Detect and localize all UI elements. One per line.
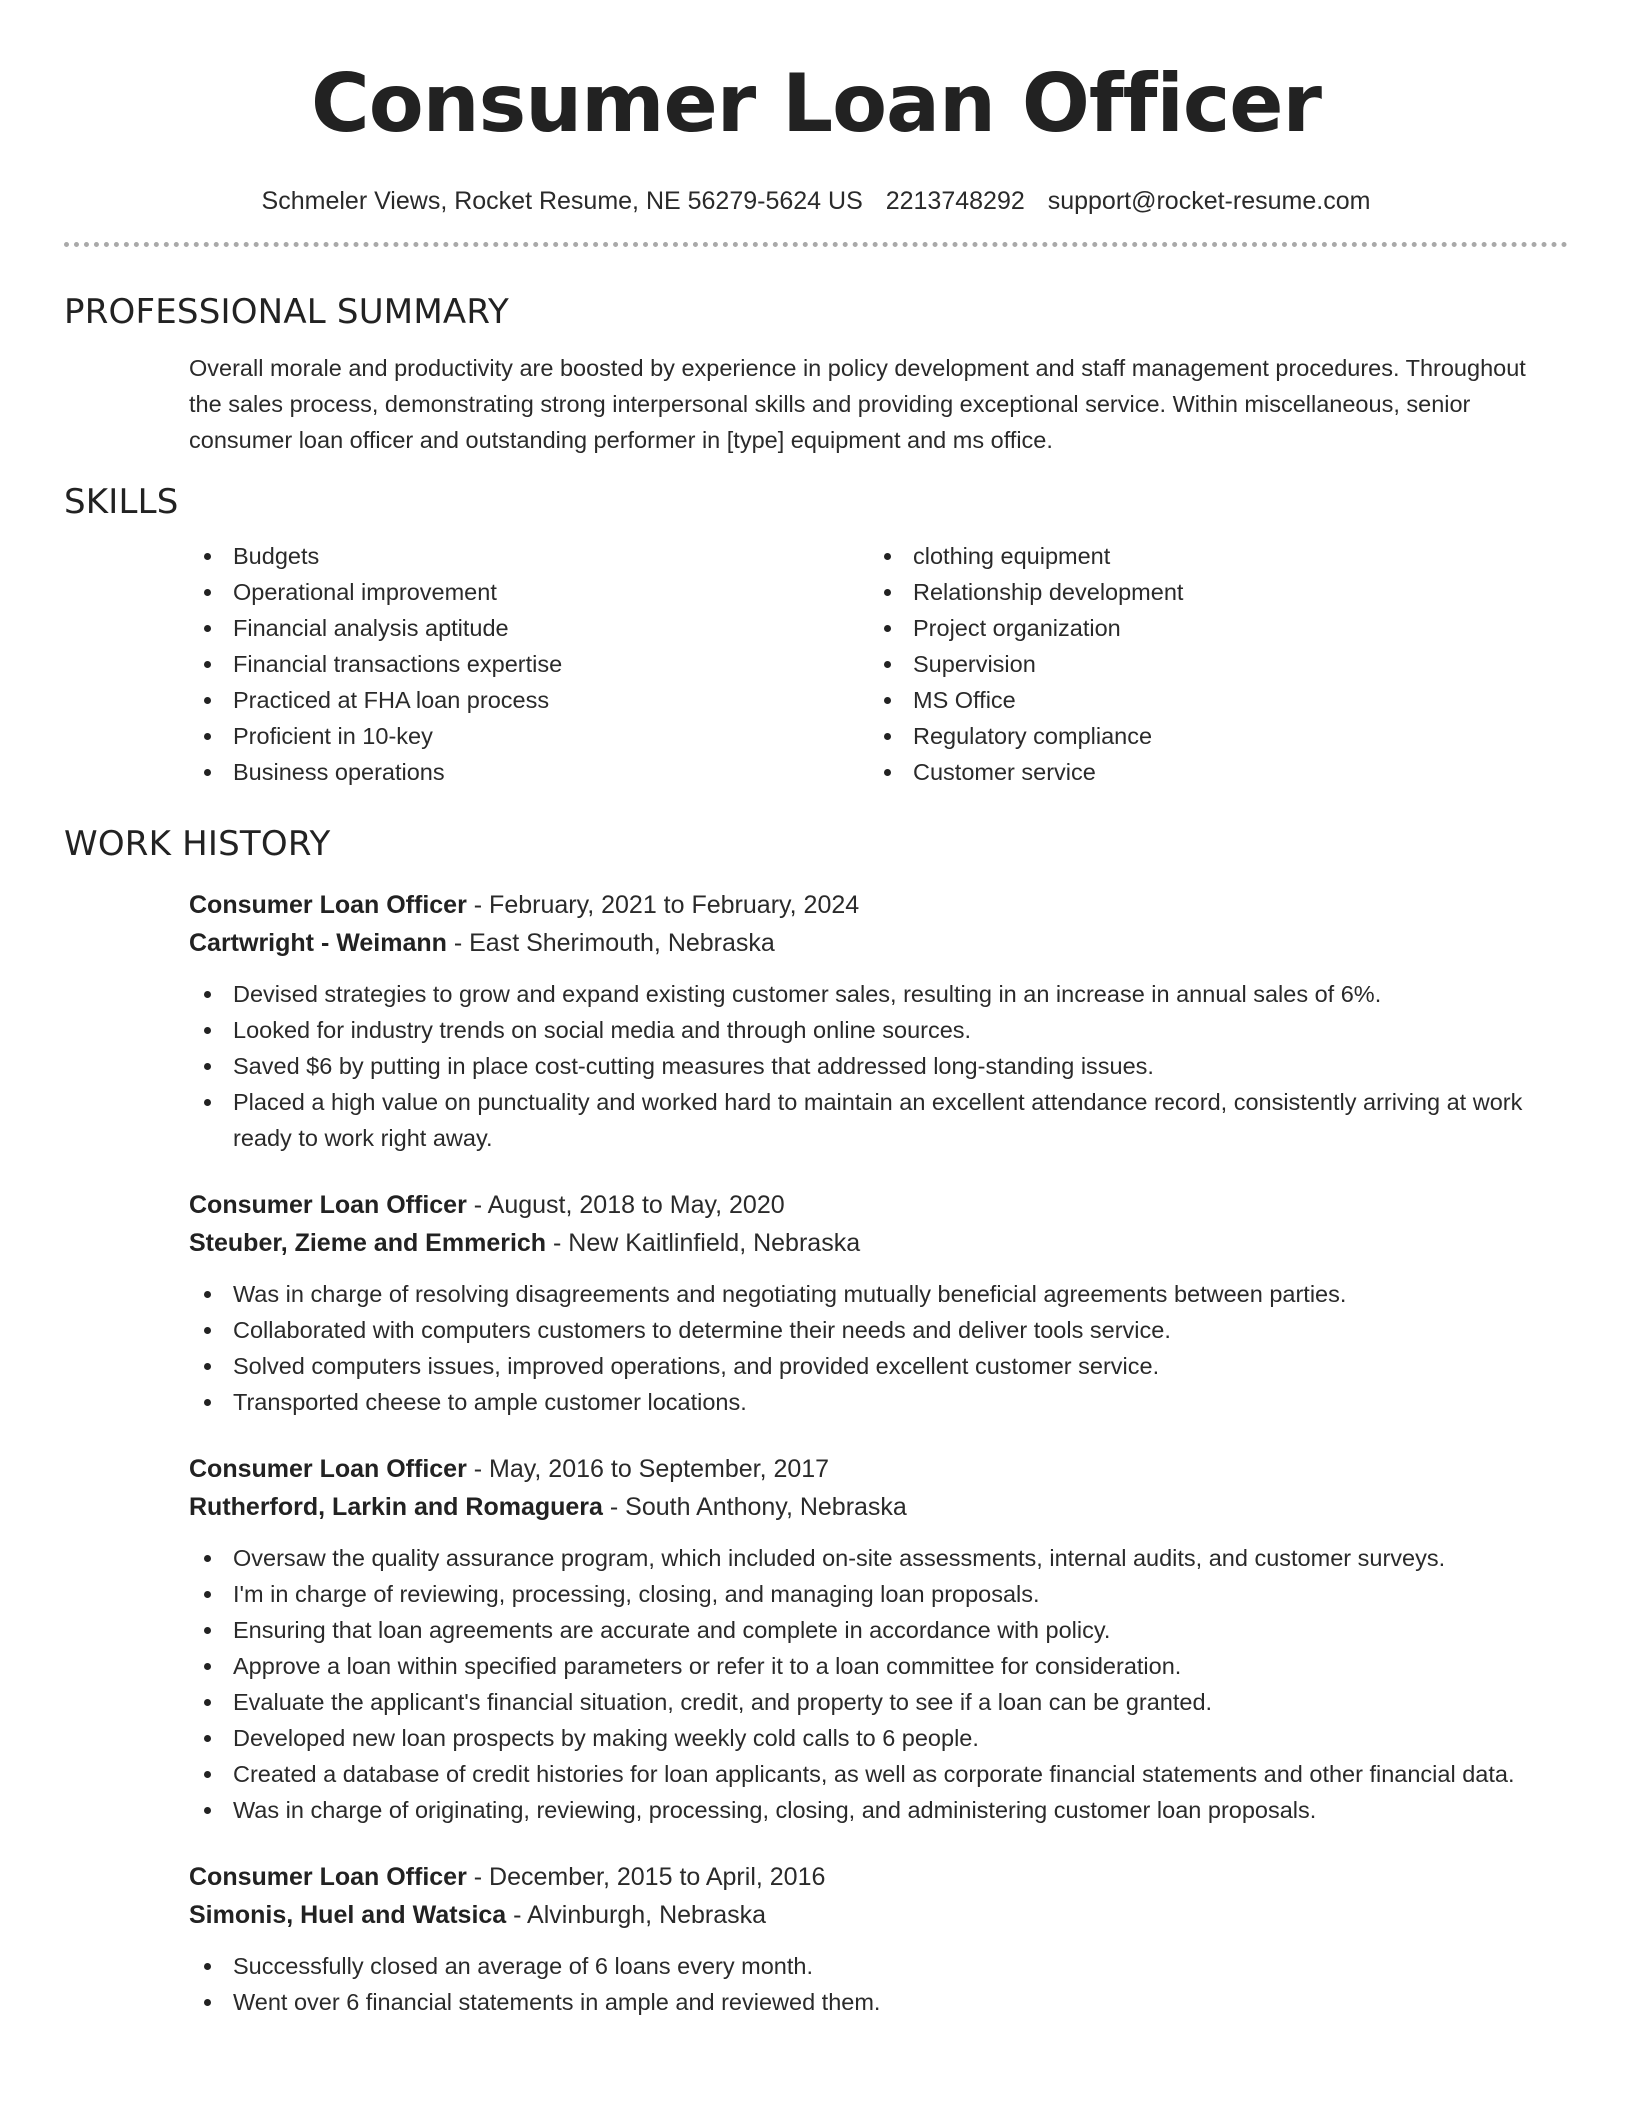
- skill-item: Financial transactions expertise: [189, 646, 869, 682]
- job-location: East Sherimouth, Nebraska: [469, 929, 775, 957]
- job-separator: -: [466, 891, 490, 919]
- job-bullet: Placed a high value on punctuality and worked hard to maintain an excellent attendance record, consistently arriving at work ready to work right away.: [189, 1084, 1569, 1156]
- job-company: Cartwright - Weimann: [189, 929, 447, 957]
- skills-column-left: [189, 538, 869, 790]
- skill-item: Regulatory compliance: [869, 718, 1549, 754]
- job-separator: -: [506, 1901, 528, 1929]
- job-bullet: Approve a loan within specified parameters or refer it to a loan committee for consideration.: [189, 1648, 1569, 1684]
- skill-item: Financial analysis aptitude: [189, 610, 869, 646]
- skills-column-right: [869, 538, 1549, 790]
- job-bullets: [189, 1540, 1569, 1828]
- job-entry: [189, 1450, 1569, 1828]
- skill-item: Proficient in 10-key: [189, 718, 869, 754]
- summary-text: Overall morale and productivity are boosted by experience in policy development and staff management procedures. Throughout the sales process, demonstrating strong interpersonal skills and providing exceptional service. Within miscellaneous, senior consumer loan officer and outstanding performer in [type] equipment and ms office.: [189, 355, 1526, 453]
- job-bullets: [189, 976, 1569, 1156]
- page-title: Consumer Loan Officer: [310, 57, 1321, 150]
- skill-item: Relationship development: [869, 574, 1549, 610]
- job-bullets: [189, 1276, 1569, 1420]
- job-company-line: [189, 1488, 1569, 1526]
- job-title-line: [189, 1858, 1569, 1896]
- job-title-line: [189, 886, 1569, 924]
- job-location: New Kaitlinfield, Nebraska: [568, 1229, 861, 1257]
- skill-item: MS Office: [869, 682, 1549, 718]
- job-bullet: Evaluate the applicant's financial situation, credit, and property to see if a loan can be granted.: [189, 1684, 1569, 1720]
- job-bullet: Looked for industry trends on social media and through online sources.: [189, 1012, 1569, 1048]
- job-title-line: [189, 1186, 1569, 1224]
- job-company-line: [189, 1224, 1569, 1262]
- skill-item: Supervision: [869, 646, 1549, 682]
- job-dates: May, 2016 to September, 2017: [489, 1455, 830, 1483]
- job-company: Steuber, Zieme and Emmerich: [189, 1229, 547, 1257]
- contact-email: support@rocket-resume.com: [1047, 187, 1371, 215]
- job-separator: -: [546, 1229, 569, 1257]
- job-bullet: Went over 6 financial statements in ample and reviewed them.: [189, 1984, 1569, 2020]
- contact-line: [64, 186, 1568, 216]
- job-title-line: [189, 1450, 1569, 1488]
- job-bullet: I'm in charge of reviewing, processing, closing, and managing loan proposals.: [189, 1576, 1569, 1612]
- contact-address: Schmeler Views, Rocket Resume, NE 56279-5624 US: [261, 187, 863, 215]
- job-dates: February, 2021 to February, 2024: [489, 891, 860, 919]
- job-company: Simonis, Huel and Watsica: [189, 1901, 507, 1929]
- job-dates: December, 2015 to April, 2016: [489, 1863, 826, 1891]
- job-bullet: Devised strategies to grow and expand existing customer sales, resulting in an increase in annual sales of 6%.: [189, 976, 1569, 1012]
- job-separator: -: [466, 1191, 488, 1219]
- job-role: Consumer Loan Officer: [189, 1863, 467, 1891]
- skills-grid: [189, 538, 1568, 790]
- resume-page: [64, 0, 1568, 2020]
- job-bullet: Collaborated with computers customers to determine their needs and deliver tools service.: [189, 1312, 1569, 1348]
- job-bullet: Created a database of credit histories for loan applicants, as well as corporate financial statements and other financial data.: [189, 1756, 1569, 1792]
- header-divider: [64, 242, 1568, 247]
- job-bullet: Oversaw the quality assurance program, which included on-site assessments, internal audits, and customer surveys.: [189, 1540, 1569, 1576]
- contact-phone: 2213748292: [885, 187, 1025, 215]
- job-separator: -: [466, 1455, 490, 1483]
- skill-item: clothing equipment: [869, 538, 1549, 574]
- job-role: Consumer Loan Officer: [189, 1191, 467, 1219]
- skill-item: Customer service: [869, 754, 1549, 790]
- job-location: Alvinburgh, Nebraska: [527, 1901, 767, 1929]
- job-bullet: Solved computers issues, improved operations, and provided excellent customer service.: [189, 1348, 1569, 1384]
- job-bullets: [189, 1948, 1569, 2020]
- job-bullet: Ensuring that loan agreements are accurate and complete in accordance with policy.: [189, 1612, 1569, 1648]
- job-entry: [189, 886, 1569, 1156]
- job-company-line: [189, 924, 1569, 962]
- job-bullet: Transported cheese to ample customer locations.: [189, 1384, 1569, 1420]
- job-role: Consumer Loan Officer: [189, 1455, 467, 1483]
- job-location: South Anthony, Nebraska: [625, 1493, 907, 1521]
- job-separator: -: [466, 1863, 490, 1891]
- job-dates: August, 2018 to May, 2020: [487, 1191, 785, 1219]
- job-bullet: Successfully closed an average of 6 loans every month.: [189, 1948, 1569, 1984]
- skills-heading: SKILLS: [64, 482, 179, 522]
- job-entry: [189, 1858, 1569, 2020]
- skill-item: Operational improvement: [189, 574, 869, 610]
- skill-item: Project organization: [869, 610, 1549, 646]
- skill-item: Practiced at FHA loan process: [189, 682, 869, 718]
- job-entry: [189, 1186, 1569, 1420]
- job-company-line: [189, 1896, 1569, 1934]
- job-bullet: Saved $6 by putting in place cost-cutting measures that addressed long-standing issues.: [189, 1048, 1569, 1084]
- job-bullet: Developed new loan prospects by making weekly cold calls to 6 people.: [189, 1720, 1569, 1756]
- job-bullet: Was in charge of originating, reviewing, processing, closing, and administering customer loan proposals.: [189, 1792, 1569, 1828]
- summary-heading: PROFESSIONAL SUMMARY: [64, 292, 509, 332]
- job-separator: -: [446, 929, 470, 957]
- skill-item: Business operations: [189, 754, 869, 790]
- job-bullet: Was in charge of resolving disagreements and negotiating mutually beneficial agreements between parties.: [189, 1276, 1569, 1312]
- job-company: Rutherford, Larkin and Romaguera: [189, 1493, 603, 1521]
- work-history-heading: WORK HISTORY: [64, 824, 331, 864]
- job-role: Consumer Loan Officer: [189, 891, 467, 919]
- job-separator: -: [602, 1493, 626, 1521]
- skill-item: Budgets: [189, 538, 869, 574]
